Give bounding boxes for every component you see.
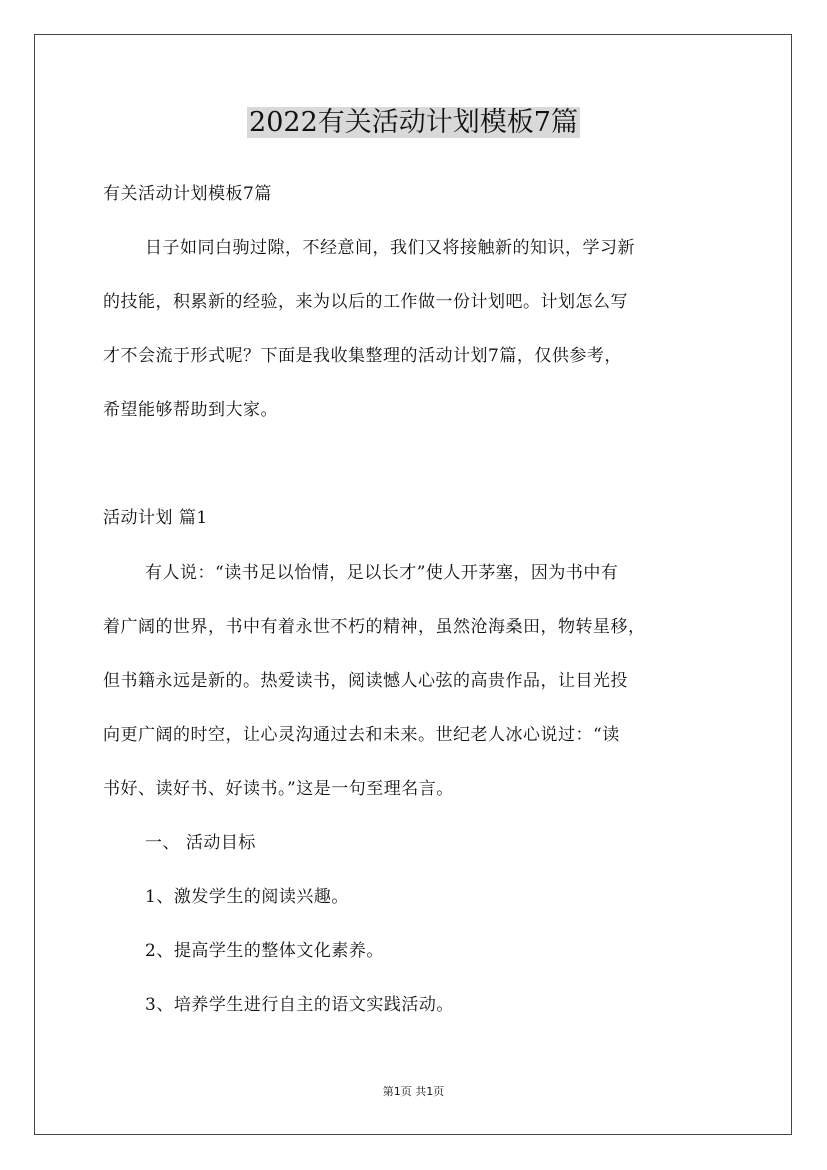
page-number-footer: 第1页 共1页 [382, 1085, 445, 1098]
goal-item-3: 3、培养学生进行自主的语文实践活动。 [145, 995, 454, 1015]
section-line-5: 书好、读好书、好读书。”这是一句至理名言。 [103, 779, 454, 799]
goal-heading: 一、 活动目标 [145, 833, 256, 853]
section-line-4: 向更广阔的时空，让心灵沟通过去和未来。世纪老人冰心说过：“读 [103, 725, 620, 745]
section-line-3: 但书籍永远是新的。热爱读书，阅读憾人心弦的高贵作品，让目光投 [103, 671, 628, 691]
document-subtitle: 有关活动计划模板7篇 [103, 184, 272, 204]
section-line-2: 着广阔的世界，书中有着永世不朽的精神，虽然沧海桑田，物转星移， [103, 617, 646, 637]
intro-line-4: 希望能够帮助到大家。 [103, 400, 278, 420]
section-heading: 活动计划 篇1 [103, 508, 208, 528]
document-title-text: 2022有关活动计划模板7篇 [249, 107, 578, 138]
intro-line-3: 才不会流于形式呢？下面是我收集整理的活动计划7篇，仅供参考， [103, 346, 622, 366]
intro-line-1: 日子如同白驹过隙，不经意间，我们又将接触新的知识，学习新 [145, 238, 635, 258]
section-line-1: 有人说：“读书足以怡情，足以长才”使人开茅塞，因为书中有 [145, 563, 619, 583]
document-title [0, 104, 827, 142]
goal-item-1: 1、激发学生的阅读兴趣。 [145, 887, 349, 907]
intro-line-2: 的技能，积累新的经验，来为以后的工作做一份计划吧。计划怎么写 [103, 292, 628, 312]
goal-item-2: 2、提高学生的整体文化素养。 [145, 941, 384, 961]
